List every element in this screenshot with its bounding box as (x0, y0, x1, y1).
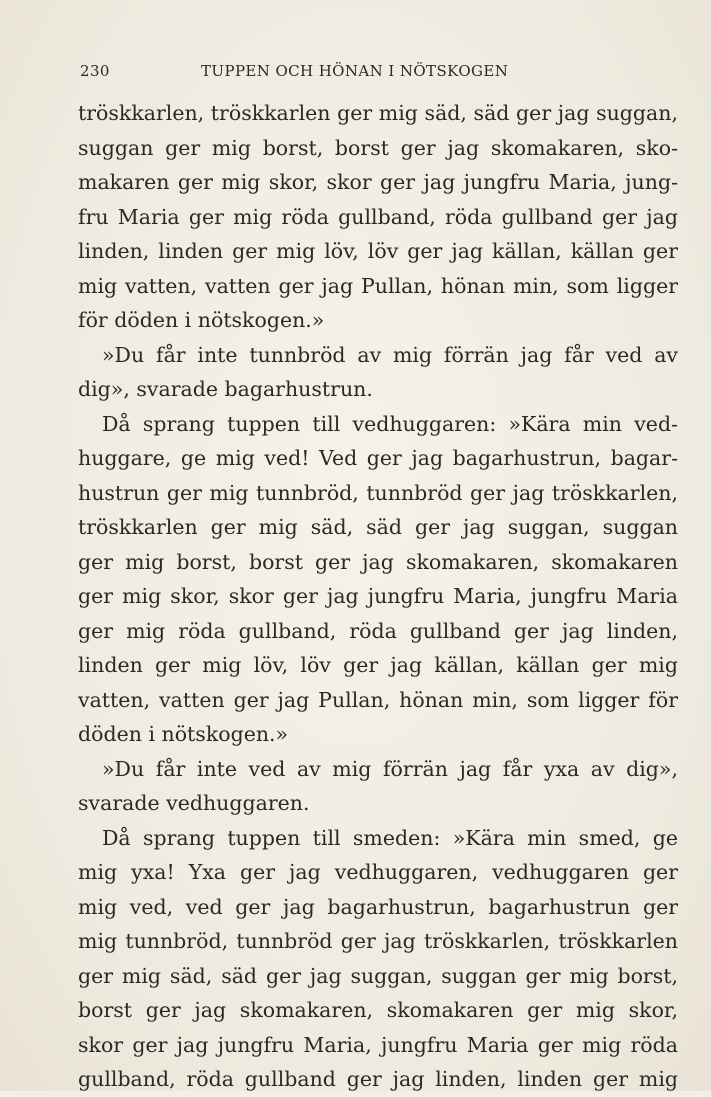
text-line: vatten, vatten ger jag Pullan, hönan min, som ligger för (78, 687, 678, 712)
text-line: Då sprang tuppen till vedhuggaren: »Kära min ved- (102, 411, 678, 436)
text-line: mig tunnbröd, tunnbröd ger jag tröskkarlen, tröskkarlen (78, 929, 678, 953)
text-line: borst ger jag skomakaren, skomakaren ger mig skor, (78, 998, 678, 1022)
text-line: ger mig röda gullband, röda gullband ger jag linden, (78, 618, 678, 643)
running-head: TUPPEN OCH HÖNAN I NÖTSKOGEN (201, 62, 509, 80)
text-line: svarade vedhuggaren. (78, 791, 310, 815)
text-line: fru Maria ger mig röda gullband, röda gullband ger jag (78, 204, 678, 229)
text-line: huggare, ge mig ved! Ved ger jag bagarhustrun, bagar- (78, 446, 678, 470)
text-line: ger mig säd, säd ger jag suggan, suggan ger mig borst, (78, 963, 678, 988)
text-line: »Du får inte tunnbröd av mig förrän jag får ved av (102, 342, 678, 367)
text-line: mig ved, ved ger jag bagarhustrun, bagarhustrun ger (78, 894, 678, 919)
text-line: mig vatten, vatten ger jag Pullan, hönan min, som ligger (78, 273, 678, 298)
text-line: linden ger mig löv, löv ger jag källan, källan ger mig (78, 653, 678, 677)
text-line: mig yxa! Yxa ger jag vedhuggaren, vedhuggaren ger (78, 860, 678, 884)
text-line: dig», svarade bagarhustrun. (78, 377, 373, 401)
text-line: makaren ger mig skor, skor ger jag jungfru Maria, jung- (78, 170, 678, 194)
text-line: skor ger jag jungfru Maria, jungfru Maria ger mig röda (78, 1032, 678, 1057)
page-header (80, 62, 678, 84)
text-line: gullband, röda gullband ger jag linden, linden ger mig (78, 1067, 678, 1091)
text-line: Då sprang tuppen till smeden: »Kära min smed, ge (102, 825, 678, 850)
text-line: hustrun ger mig tunnbröd, tunnbröd ger jag tröskkarlen, (78, 480, 678, 505)
text-line: för döden i nötskogen.» (78, 308, 325, 332)
body-text (78, 96, 678, 1097)
text-line: suggan ger mig borst, borst ger jag skomakaren, sko- (78, 135, 678, 160)
text-line: ger mig skor, skor ger jag jungfru Maria, jungfru Maria (78, 584, 678, 608)
text-line: »Du får inte ved av mig förrän jag får yxa av dig», (102, 756, 678, 781)
text-line: linden, linden ger mig löv, löv ger jag källan, källan ger (78, 239, 678, 263)
text-line: döden i nötskogen.» (78, 722, 289, 746)
page-number: 230 (80, 62, 110, 80)
text-line: tröskkarlen, tröskkarlen ger mig säd, säd ger jag suggan, (78, 101, 678, 125)
text-line: ger mig borst, borst ger jag skomakaren, skomakaren (78, 549, 678, 574)
text-line: tröskkarlen ger mig säd, säd ger jag suggan, suggan (78, 515, 678, 539)
